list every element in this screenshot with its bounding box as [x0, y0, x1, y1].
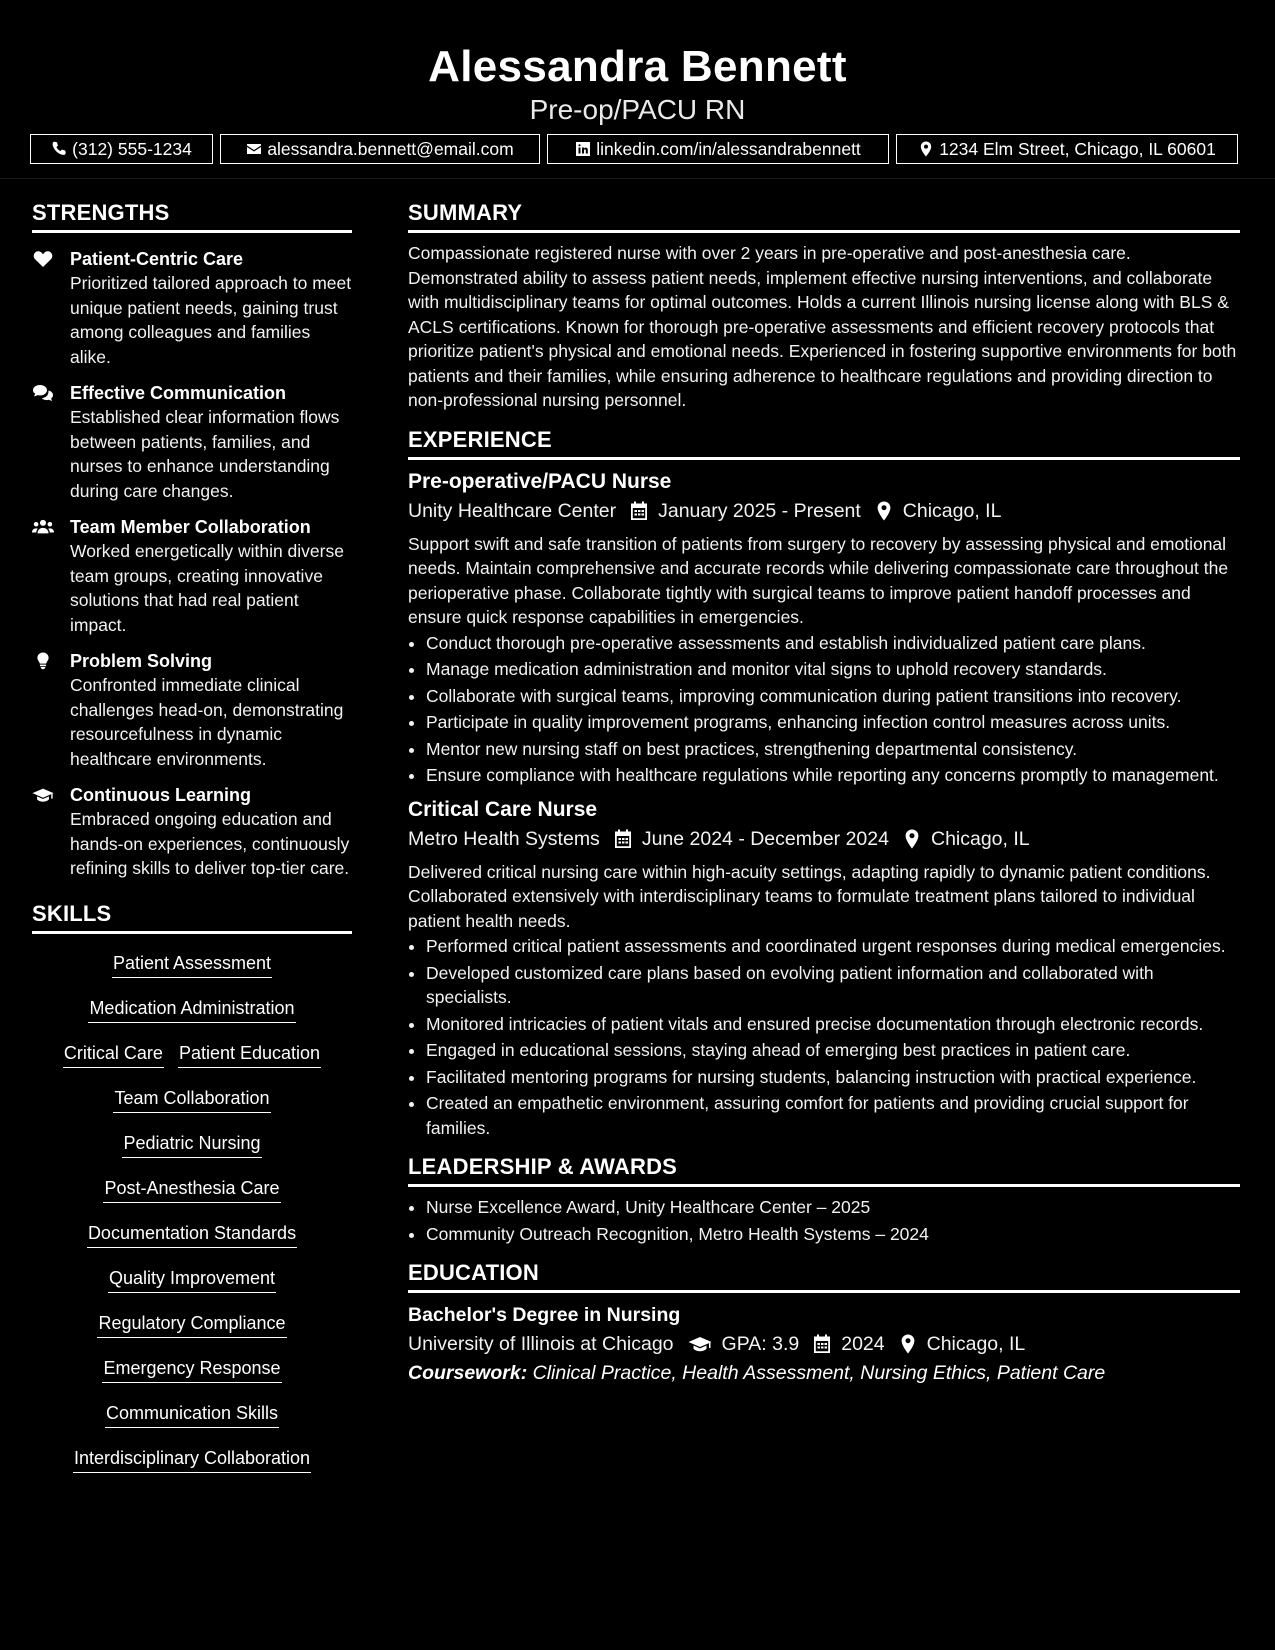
leadership-heading: LEADERSHIP & AWARDS	[408, 1154, 1240, 1187]
job-bullet: • Performed critical patient assessments and coordinated urgent responses during medical emergencies.	[426, 934, 1240, 959]
job-bullet: • Monitored intricacies of patient vitals and ensured precise documentation through electronic records.	[426, 1012, 1240, 1037]
job-bullet: • Participate in quality improvement programs, enhancing infection control measures across units.	[426, 710, 1240, 735]
job-title: Pre-operative/PACU Nurse	[408, 469, 672, 493]
job-company: Unity Healthcare Center	[408, 499, 617, 522]
strength-name: Effective Communication	[70, 383, 287, 403]
job-title: Critical Care Nurse	[408, 797, 598, 821]
graduation-cap-icon	[32, 786, 54, 804]
strength-desc: Established clear information flows between patients, families, and nurses to enhance understanding during care changes.	[70, 407, 340, 501]
resume-header	[0, 0, 1275, 179]
job-description: Support swift and safe transition of patients from surgery to recovery by assessing physical and emotional needs. Maintain comprehensive and accurate records while delivering compassionate care throughout the perioperative phase. Collaborate tightly with surgical teams to improve patient handoff processes and ensure quick response capabilities in emergencies.	[408, 533, 1229, 627]
skill-tag: Patient Assessment	[112, 952, 272, 978]
skill-tag: Emergency Response	[102, 1357, 281, 1383]
skill-tag: Critical Care	[63, 1042, 164, 1068]
comments-icon	[32, 384, 54, 402]
job-meta	[408, 824, 1240, 854]
job-bullet: • Ensure compliance with healthcare regulations while reporting any concerns promptly to management.	[426, 763, 1240, 788]
gpa: GPA: 3.9	[721, 1333, 800, 1355]
strength-desc: Embraced ongoing education and hands-on experiences, continuously refining skills to deliver top-tier care.	[70, 809, 350, 878]
job-entry	[408, 468, 1240, 788]
job-description: Delivered critical nursing care within high-acuity settings, adapting rapidly to dynamic patient conditions. Collaborated extensively with interdisciplinary teams to formulate treatment plans tailored to individual patient health needs.	[408, 861, 1211, 931]
strength-name: Team Member Collaboration	[70, 517, 311, 537]
skill-tag: Team Collaboration	[113, 1087, 270, 1113]
skills-list	[32, 952, 352, 1492]
experience-heading: EXPERIENCE	[408, 427, 1240, 460]
award-item: • Community Outreach Recognition, Metro Health Systems – 2024	[426, 1222, 1240, 1247]
contact-email-text: alessandra.bennett@email.com	[267, 138, 514, 159]
job-dates: June 2024 - December 2024	[641, 827, 889, 850]
linkedin-icon	[575, 141, 591, 157]
job-dates: January 2025 - Present	[658, 499, 861, 522]
skill-tag: Interdisciplinary Collaboration	[73, 1447, 311, 1473]
skill-tag: Pediatric Nursing	[122, 1132, 261, 1158]
skills-heading: SKILLS	[32, 901, 352, 934]
map-marker-icon	[899, 1334, 917, 1354]
contact-linkedin[interactable]	[547, 134, 889, 164]
coursework-list: Clinical Practice, Health Assessment, Nursing Ethics, Patient Care	[532, 1362, 1106, 1384]
job-bullet: • Mentor new nursing staff on best practices, strengthening departmental consistency.	[426, 737, 1240, 762]
contact-address-text: 1234 Elm Street, Chicago, IL 60601	[939, 138, 1216, 159]
job-bullet: • Collaborate with surgical teams, improving communication during patient transitions into recovery.	[426, 684, 1240, 709]
strength-desc: Confronted immediate clinical challenges head-on, demonstrating resourcefulness in dynamic healthcare environments.	[70, 675, 344, 769]
school-location: Chicago, IL	[926, 1333, 1026, 1355]
strength-name: Patient-Centric Care	[70, 249, 244, 269]
job-bullet: • Manage medication administration and monitor vital signs to uphold recovery standards.	[426, 657, 1240, 682]
envelope-icon	[246, 141, 262, 157]
strength-item	[32, 515, 352, 637]
strength-desc: Worked energetically within diverse team groups, creating innovative solutions that had real patient impact.	[70, 541, 344, 635]
job-location: Chicago, IL	[902, 499, 1002, 522]
candidate-title: Pre-op/PACU RN	[529, 94, 746, 125]
education-heading: EDUCATION	[408, 1260, 1240, 1293]
skill-tag: Regulatory Compliance	[97, 1312, 286, 1338]
award-item: • Nurse Excellence Award, Unity Healthcare Center – 2025	[426, 1195, 1240, 1220]
phone-icon	[51, 141, 67, 157]
skill-tag: Documentation Standards	[87, 1222, 297, 1248]
graduation-year: 2024	[841, 1333, 885, 1355]
job-bullet: • Created an empathetic environment, assuring comfort for patients and providing crucial support for families.	[426, 1091, 1240, 1140]
skill-tag: Medication Administration	[88, 997, 295, 1023]
graduation-cap-icon	[688, 1334, 712, 1354]
skill-tag: Patient Education	[178, 1042, 321, 1068]
job-bullet: • Developed customized care plans based on evolving patient information and collaborated with specialists.	[426, 961, 1240, 1010]
strengths-heading: STRENGTHS	[32, 200, 352, 233]
skill-tag: Quality Improvement	[108, 1267, 276, 1293]
skill-tag: Communication Skills	[105, 1402, 279, 1428]
school-name: University of Illinois at Chicago	[408, 1333, 674, 1355]
strength-name: Continuous Learning	[70, 785, 251, 805]
right-column	[408, 178, 1240, 1387]
summary-heading: SUMMARY	[408, 200, 1240, 233]
contact-linkedin-text: linkedin.com/in/alessandrabennett	[596, 138, 861, 159]
users-icon	[32, 518, 54, 536]
contact-phone[interactable]	[30, 134, 213, 164]
leadership-list	[408, 1195, 1240, 1246]
candidate-name: Alessandra Bennett	[428, 42, 847, 91]
map-marker-icon	[903, 829, 921, 849]
contact-address[interactable]	[896, 134, 1238, 164]
summary-text: Compassionate registered nurse with over 2 years in pre-operative and post-anesthesia care. Demonstrated ability to assess patient needs, implement effective nursing interventions, and collaborate with multidisciplinary teams for optimal outcomes. Holds a current Illinois nursing license along with BLS & ACLS certifications. Known for thorough pre-operative assessments and efficient recovery protocols that prioritize patient's physical and emotional needs. Experienced in fostering supportive environments for both patients and their families, while ensuring adherence to healthcare regulations and providing direction to non-professional nursing personnel.	[408, 243, 1237, 410]
calendar-icon	[630, 501, 648, 521]
strength-item	[32, 381, 352, 503]
job-location: Chicago, IL	[930, 827, 1030, 850]
coursework-label: Coursework:	[408, 1362, 528, 1384]
job-company: Metro Health Systems	[408, 827, 600, 850]
calendar-icon	[614, 829, 632, 849]
job-bullet: • Facilitated mentoring programs for nursing students, balancing instruction with practical experience.	[426, 1065, 1240, 1090]
strength-item	[32, 649, 352, 771]
calendar-icon	[813, 1334, 831, 1354]
job-bullet: • Conduct thorough pre-operative assessments and establish individualized patient care plans.	[426, 631, 1240, 656]
heart-icon	[32, 250, 54, 268]
job-bullets	[408, 631, 1240, 788]
education-meta	[408, 1329, 1240, 1359]
job-meta	[408, 496, 1240, 526]
job-entry	[408, 796, 1240, 1141]
contact-phone-text: (312) 555-1234	[72, 138, 192, 159]
map-marker-icon	[918, 141, 934, 157]
map-marker-icon	[875, 501, 893, 521]
strength-desc: Prioritized tailored approach to meet unique patient needs, gaining trust among colleagues and families alike.	[70, 273, 352, 367]
skill-tag: Post-Anesthesia Care	[103, 1177, 280, 1203]
coursework	[408, 1359, 1240, 1387]
job-bullet: • Engaged in educational sessions, staying ahead of emerging best practices in patient care.	[426, 1038, 1240, 1063]
strength-name: Problem Solving	[70, 651, 213, 671]
degree-title: Bachelor's Degree in Nursing	[408, 1304, 681, 1326]
job-bullets	[408, 934, 1240, 1140]
left-column	[32, 178, 352, 1492]
contact-email[interactable]	[220, 134, 540, 164]
strength-item	[32, 783, 352, 881]
strength-item	[32, 247, 352, 369]
lightbulb-icon	[32, 652, 54, 670]
